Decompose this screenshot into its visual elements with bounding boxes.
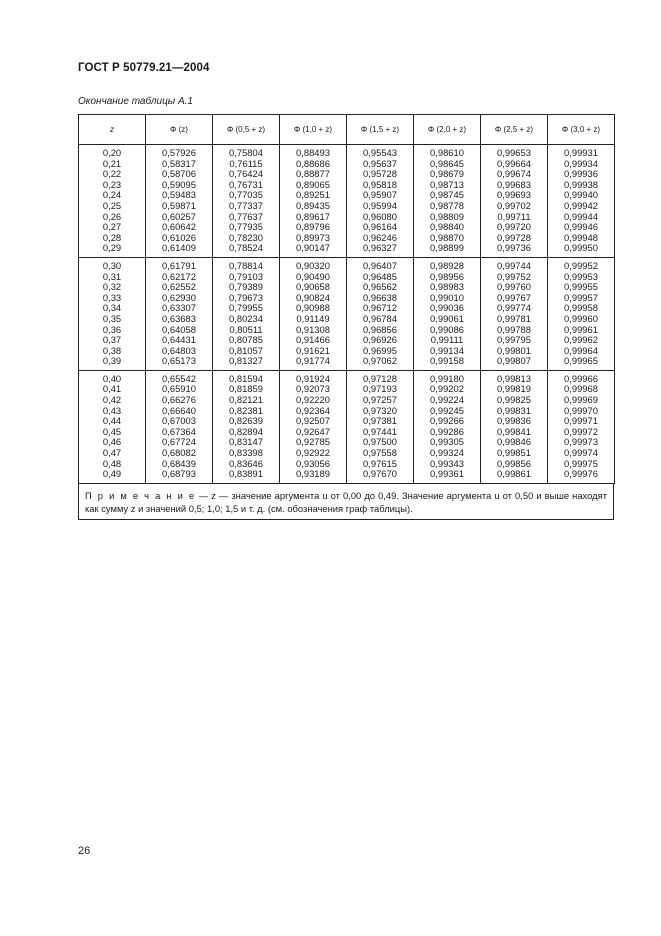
cell-value: 0,77637 [213, 212, 280, 223]
cell-value: 0,81057 [213, 346, 280, 357]
cell-value: 0,92507 [280, 416, 347, 427]
cell-value: 0,90824 [280, 293, 347, 304]
cell-value: 0,99813 [481, 370, 548, 384]
table-row [79, 406, 615, 417]
cell-value: 0,99158 [414, 356, 481, 370]
cell-value: 0,67003 [146, 416, 213, 427]
cell-value: 0,97128 [347, 370, 414, 384]
cell-value: 0,99965 [548, 356, 615, 370]
column-header-z: z [79, 115, 146, 145]
cell-value: 0,99245 [414, 406, 481, 417]
cell-value: 0,90147 [280, 243, 347, 257]
cell-value: 0,99971 [548, 416, 615, 427]
table-row [79, 384, 615, 395]
cell-value: 0,91308 [280, 325, 347, 336]
cell-value: 0,99819 [481, 384, 548, 395]
cell-value: 0,99202 [414, 384, 481, 395]
table-row [79, 437, 615, 448]
cell-value: 0,99938 [548, 180, 615, 191]
table-row [79, 335, 615, 346]
cell-value: 0,95818 [347, 180, 414, 191]
cell-value: 0,96164 [347, 222, 414, 233]
cell-value: 0,62930 [146, 293, 213, 304]
table-row [79, 469, 615, 483]
cell-value: 0,91924 [280, 370, 347, 384]
table-row [79, 159, 615, 170]
cell-value: 0,83891 [213, 469, 280, 483]
cell-value: 0,92647 [280, 427, 347, 438]
table-container [78, 114, 614, 520]
cell-value: 0,99940 [548, 190, 615, 201]
cell-value: 0,99674 [481, 169, 548, 180]
cell-value: 0,98870 [414, 233, 481, 244]
cell-z: 0,34 [79, 303, 146, 314]
cell-value: 0,83646 [213, 459, 280, 470]
cell-value: 0,68439 [146, 459, 213, 470]
cell-value: 0,92922 [280, 448, 347, 459]
cell-z: 0,49 [79, 469, 146, 483]
cell-value: 0,65910 [146, 384, 213, 395]
cell-value: 0,78230 [213, 233, 280, 244]
cell-value: 0,99944 [548, 212, 615, 223]
cell-value: 0,99720 [481, 222, 548, 233]
cell-value: 0,64431 [146, 335, 213, 346]
cell-value: 0,99180 [414, 370, 481, 384]
cell-value: 0,98809 [414, 212, 481, 223]
table-row [79, 370, 615, 384]
column-header-phi-1: Φ (z) [146, 115, 213, 145]
cell-value: 0,98713 [414, 180, 481, 191]
table-row-group [79, 257, 615, 370]
cell-value: 0,99036 [414, 303, 481, 314]
cell-value: 0,64803 [146, 346, 213, 357]
cell-value: 0,98840 [414, 222, 481, 233]
cell-value: 0,66640 [146, 406, 213, 417]
cell-value: 0,99961 [548, 325, 615, 336]
cell-value: 0,95543 [347, 145, 414, 159]
cell-value: 0,99752 [481, 272, 548, 283]
cell-value: 0,99774 [481, 303, 548, 314]
cell-value: 0,99953 [548, 272, 615, 283]
cell-value: 0,65173 [146, 356, 213, 370]
cell-value: 0,99958 [548, 303, 615, 314]
cell-value: 0,99952 [548, 257, 615, 271]
cell-z: 0,48 [79, 459, 146, 470]
cell-value: 0,96327 [347, 243, 414, 257]
table-row [79, 169, 615, 180]
cell-value: 0,99266 [414, 416, 481, 427]
cell-z: 0,46 [79, 437, 146, 448]
cell-value: 0,99846 [481, 437, 548, 448]
table-row-group [79, 370, 615, 483]
table-caption: Окончание таблицы А.1 [78, 96, 193, 107]
cell-value: 0,99728 [481, 233, 548, 244]
cell-value: 0,88493 [280, 145, 347, 159]
table-row [79, 243, 615, 257]
cell-value: 0,99683 [481, 180, 548, 191]
cell-value: 0,67364 [146, 427, 213, 438]
cell-value: 0,96080 [347, 212, 414, 223]
table-row [79, 356, 615, 370]
cell-value: 0,82894 [213, 427, 280, 438]
cell-value: 0,65542 [146, 370, 213, 384]
cell-value: 0,98778 [414, 201, 481, 212]
cell-z: 0,45 [79, 427, 146, 438]
cell-value: 0,90320 [280, 257, 347, 271]
table-row [79, 459, 615, 470]
cell-z: 0,35 [79, 314, 146, 325]
cell-value: 0,97441 [347, 427, 414, 438]
cell-value: 0,97615 [347, 459, 414, 470]
cell-z: 0,26 [79, 212, 146, 223]
table-row [79, 145, 615, 159]
cell-value: 0,89973 [280, 233, 347, 244]
cell-value: 0,77337 [213, 201, 280, 212]
cell-value: 0,99969 [548, 395, 615, 406]
cell-value: 0,99934 [548, 159, 615, 170]
cell-value: 0,95728 [347, 169, 414, 180]
cell-value: 0,80785 [213, 335, 280, 346]
cell-value: 0,99957 [548, 293, 615, 304]
cell-value: 0,99968 [548, 384, 615, 395]
cell-value: 0,99936 [548, 169, 615, 180]
cell-value: 0,96856 [347, 325, 414, 336]
table-row [79, 201, 615, 212]
cell-value: 0,57926 [146, 145, 213, 159]
table-row [79, 233, 615, 244]
cell-z: 0,42 [79, 395, 146, 406]
cell-value: 0,64058 [146, 325, 213, 336]
cell-value: 0,82639 [213, 416, 280, 427]
cell-value: 0,76424 [213, 169, 280, 180]
table-row [79, 180, 615, 191]
cell-value: 0,92364 [280, 406, 347, 417]
cell-value: 0,99010 [414, 293, 481, 304]
cell-value: 0,89251 [280, 190, 347, 201]
table-row [79, 395, 615, 406]
column-header-phi-7: Φ (3,0 + z) [548, 115, 615, 145]
cell-z: 0,39 [79, 356, 146, 370]
cell-value: 0,63683 [146, 314, 213, 325]
cell-value: 0,60642 [146, 222, 213, 233]
cell-z: 0,20 [79, 145, 146, 159]
column-header-phi-6: Φ (2,5 + z) [481, 115, 548, 145]
cell-value: 0,99976 [548, 469, 615, 483]
cell-value: 0,97320 [347, 406, 414, 417]
table-row [79, 314, 615, 325]
cell-value: 0,59483 [146, 190, 213, 201]
cell-value: 0,91621 [280, 346, 347, 357]
cell-z: 0,37 [79, 335, 146, 346]
cell-value: 0,99653 [481, 145, 548, 159]
cell-value: 0,95994 [347, 201, 414, 212]
column-header-phi-4: Φ (1,5 + z) [347, 115, 414, 145]
cell-z: 0,44 [79, 416, 146, 427]
cell-z: 0,32 [79, 282, 146, 293]
cell-value: 0,89617 [280, 212, 347, 223]
cell-value: 0,96407 [347, 257, 414, 271]
cell-value: 0,99702 [481, 201, 548, 212]
cell-value: 0,98610 [414, 145, 481, 159]
cell-value: 0,99801 [481, 346, 548, 357]
cell-value: 0,78524 [213, 243, 280, 257]
cell-value: 0,90988 [280, 303, 347, 314]
cell-value: 0,99973 [548, 437, 615, 448]
cell-value: 0,99664 [481, 159, 548, 170]
cell-value: 0,99744 [481, 257, 548, 271]
cell-value: 0,59871 [146, 201, 213, 212]
cell-value: 0,59095 [146, 180, 213, 191]
cell-value: 0,99931 [548, 145, 615, 159]
cell-value: 0,96246 [347, 233, 414, 244]
cell-value: 0,99960 [548, 314, 615, 325]
cell-value: 0,58706 [146, 169, 213, 180]
cell-value: 0,99964 [548, 346, 615, 357]
table-row [79, 212, 615, 223]
cell-value: 0,81594 [213, 370, 280, 384]
cell-value: 0,58317 [146, 159, 213, 170]
cell-value: 0,99856 [481, 459, 548, 470]
cell-value: 0,99767 [481, 293, 548, 304]
document-header: ГОСТ Р 50779.21—2004 [78, 62, 210, 74]
cell-value: 0,99061 [414, 314, 481, 325]
cell-z: 0,23 [79, 180, 146, 191]
cell-value: 0,82121 [213, 395, 280, 406]
cell-value: 0,98899 [414, 243, 481, 257]
cell-value: 0,62552 [146, 282, 213, 293]
cell-value: 0,89065 [280, 180, 347, 191]
cell-value: 0,95907 [347, 190, 414, 201]
table-row [79, 293, 615, 304]
cell-value: 0,96562 [347, 282, 414, 293]
cell-value: 0,79389 [213, 282, 280, 293]
cell-value: 0,77035 [213, 190, 280, 201]
cell-value: 0,91466 [280, 335, 347, 346]
table-note [78, 484, 614, 520]
table-header-row [79, 115, 615, 145]
cell-z: 0,36 [79, 325, 146, 336]
cell-value: 0,99962 [548, 335, 615, 346]
cell-z: 0,27 [79, 222, 146, 233]
table-row [79, 222, 615, 233]
cell-value: 0,98956 [414, 272, 481, 283]
cell-value: 0,99736 [481, 243, 548, 257]
cell-value: 0,91149 [280, 314, 347, 325]
cell-value: 0,90490 [280, 272, 347, 283]
cell-value: 0,99975 [548, 459, 615, 470]
cell-value: 0,97670 [347, 469, 414, 483]
note-lead: П р и м е ч а н и е [85, 489, 196, 501]
cell-value: 0,78814 [213, 257, 280, 271]
cell-value: 0,66276 [146, 395, 213, 406]
cell-value: 0,79673 [213, 293, 280, 304]
cell-value: 0,67724 [146, 437, 213, 448]
cell-value: 0,96638 [347, 293, 414, 304]
note-text: — z — значение аргумента u от 0,00 до 0,49. Значение аргумента u от 0,50 и выше находят как сумму z и значений 0,5; 1,0; 1,5 и т. д. (см. обозначения граф таблицы). [85, 489, 607, 514]
cell-value: 0,82381 [213, 406, 280, 417]
cell-value: 0,99693 [481, 190, 548, 201]
probability-table [78, 114, 615, 484]
table-row-group [79, 145, 615, 258]
cell-value: 0,92785 [280, 437, 347, 448]
cell-value: 0,99286 [414, 427, 481, 438]
cell-value: 0,99781 [481, 314, 548, 325]
cell-value: 0,96995 [347, 346, 414, 357]
cell-value: 0,63307 [146, 303, 213, 314]
cell-z: 0,33 [79, 293, 146, 304]
cell-z: 0,41 [79, 384, 146, 395]
page-number: 26 [78, 845, 91, 857]
table-row [79, 190, 615, 201]
column-header-phi-3: Φ (1,0 + z) [280, 115, 347, 145]
cell-z: 0,38 [79, 346, 146, 357]
cell-value: 0,98645 [414, 159, 481, 170]
cell-value: 0,99851 [481, 448, 548, 459]
cell-value: 0,99825 [481, 395, 548, 406]
cell-value: 0,60257 [146, 212, 213, 223]
cell-value: 0,96712 [347, 303, 414, 314]
cell-value: 0,80234 [213, 314, 280, 325]
cell-z: 0,28 [79, 233, 146, 244]
cell-z: 0,40 [79, 370, 146, 384]
column-header-phi-5: Φ (2,0 + z) [414, 115, 481, 145]
cell-value: 0,98679 [414, 169, 481, 180]
table-row [79, 303, 615, 314]
table-row [79, 346, 615, 357]
cell-value: 0,68082 [146, 448, 213, 459]
cell-value: 0,97257 [347, 395, 414, 406]
cell-value: 0,89435 [280, 201, 347, 212]
cell-value: 0,61409 [146, 243, 213, 257]
cell-value: 0,96926 [347, 335, 414, 346]
cell-z: 0,24 [79, 190, 146, 201]
table-row [79, 325, 615, 336]
cell-value: 0,79103 [213, 272, 280, 283]
cell-value: 0,81327 [213, 356, 280, 370]
cell-value: 0,83398 [213, 448, 280, 459]
cell-value: 0,98745 [414, 190, 481, 201]
cell-value: 0,97558 [347, 448, 414, 459]
cell-value: 0,96784 [347, 314, 414, 325]
cell-value: 0,99111 [414, 335, 481, 346]
cell-value: 0,90658 [280, 282, 347, 293]
cell-value: 0,99807 [481, 356, 548, 370]
cell-value: 0,99948 [548, 233, 615, 244]
cell-z: 0,22 [79, 169, 146, 180]
table-row [79, 427, 615, 438]
cell-value: 0,99861 [481, 469, 548, 483]
cell-value: 0,81859 [213, 384, 280, 395]
cell-value: 0,99134 [414, 346, 481, 357]
cell-value: 0,76731 [213, 180, 280, 191]
cell-z: 0,43 [79, 406, 146, 417]
cell-value: 0,93189 [280, 469, 347, 483]
cell-value: 0,75804 [213, 145, 280, 159]
cell-value: 0,61791 [146, 257, 213, 271]
cell-value: 0,99305 [414, 437, 481, 448]
cell-value: 0,98928 [414, 257, 481, 271]
table-row [79, 416, 615, 427]
cell-value: 0,99942 [548, 201, 615, 212]
cell-z: 0,30 [79, 257, 146, 271]
cell-value: 0,91774 [280, 356, 347, 370]
cell-value: 0,99972 [548, 427, 615, 438]
cell-value: 0,99955 [548, 282, 615, 293]
cell-value: 0,95637 [347, 159, 414, 170]
cell-value: 0,92220 [280, 395, 347, 406]
cell-value: 0,62172 [146, 272, 213, 283]
cell-value: 0,99831 [481, 406, 548, 417]
cell-value: 0,97193 [347, 384, 414, 395]
table-row [79, 448, 615, 459]
cell-value: 0,89796 [280, 222, 347, 233]
cell-z: 0,25 [79, 201, 146, 212]
column-header-phi-2: Φ (0,5 + z) [213, 115, 280, 145]
cell-value: 0,99224 [414, 395, 481, 406]
cell-value: 0,99950 [548, 243, 615, 257]
cell-value: 0,77935 [213, 222, 280, 233]
cell-z: 0,21 [79, 159, 146, 170]
table-row [79, 257, 615, 271]
cell-value: 0,76115 [213, 159, 280, 170]
cell-value: 0,99711 [481, 212, 548, 223]
cell-value: 0,68793 [146, 469, 213, 483]
cell-value: 0,97062 [347, 356, 414, 370]
cell-value: 0,99970 [548, 406, 615, 417]
cell-value: 0,99836 [481, 416, 548, 427]
cell-value: 0,97500 [347, 437, 414, 448]
cell-value: 0,99086 [414, 325, 481, 336]
cell-value: 0,99966 [548, 370, 615, 384]
cell-value: 0,80511 [213, 325, 280, 336]
cell-value: 0,96485 [347, 272, 414, 283]
cell-value: 0,99841 [481, 427, 548, 438]
cell-value: 0,92073 [280, 384, 347, 395]
table-row [79, 272, 615, 283]
cell-value: 0,99361 [414, 469, 481, 483]
cell-value: 0,99946 [548, 222, 615, 233]
table-row [79, 282, 615, 293]
cell-value: 0,93056 [280, 459, 347, 470]
cell-value: 0,61026 [146, 233, 213, 244]
cell-value: 0,99324 [414, 448, 481, 459]
cell-value: 0,88686 [280, 159, 347, 170]
cell-value: 0,83147 [213, 437, 280, 448]
cell-value: 0,99788 [481, 325, 548, 336]
cell-value: 0,99795 [481, 335, 548, 346]
cell-value: 0,88877 [280, 169, 347, 180]
cell-value: 0,79955 [213, 303, 280, 314]
cell-value: 0,99343 [414, 459, 481, 470]
cell-z: 0,29 [79, 243, 146, 257]
cell-z: 0,47 [79, 448, 146, 459]
cell-z: 0,31 [79, 272, 146, 283]
cell-value: 0,97381 [347, 416, 414, 427]
cell-value: 0,99760 [481, 282, 548, 293]
cell-value: 0,99974 [548, 448, 615, 459]
cell-value: 0,98983 [414, 282, 481, 293]
